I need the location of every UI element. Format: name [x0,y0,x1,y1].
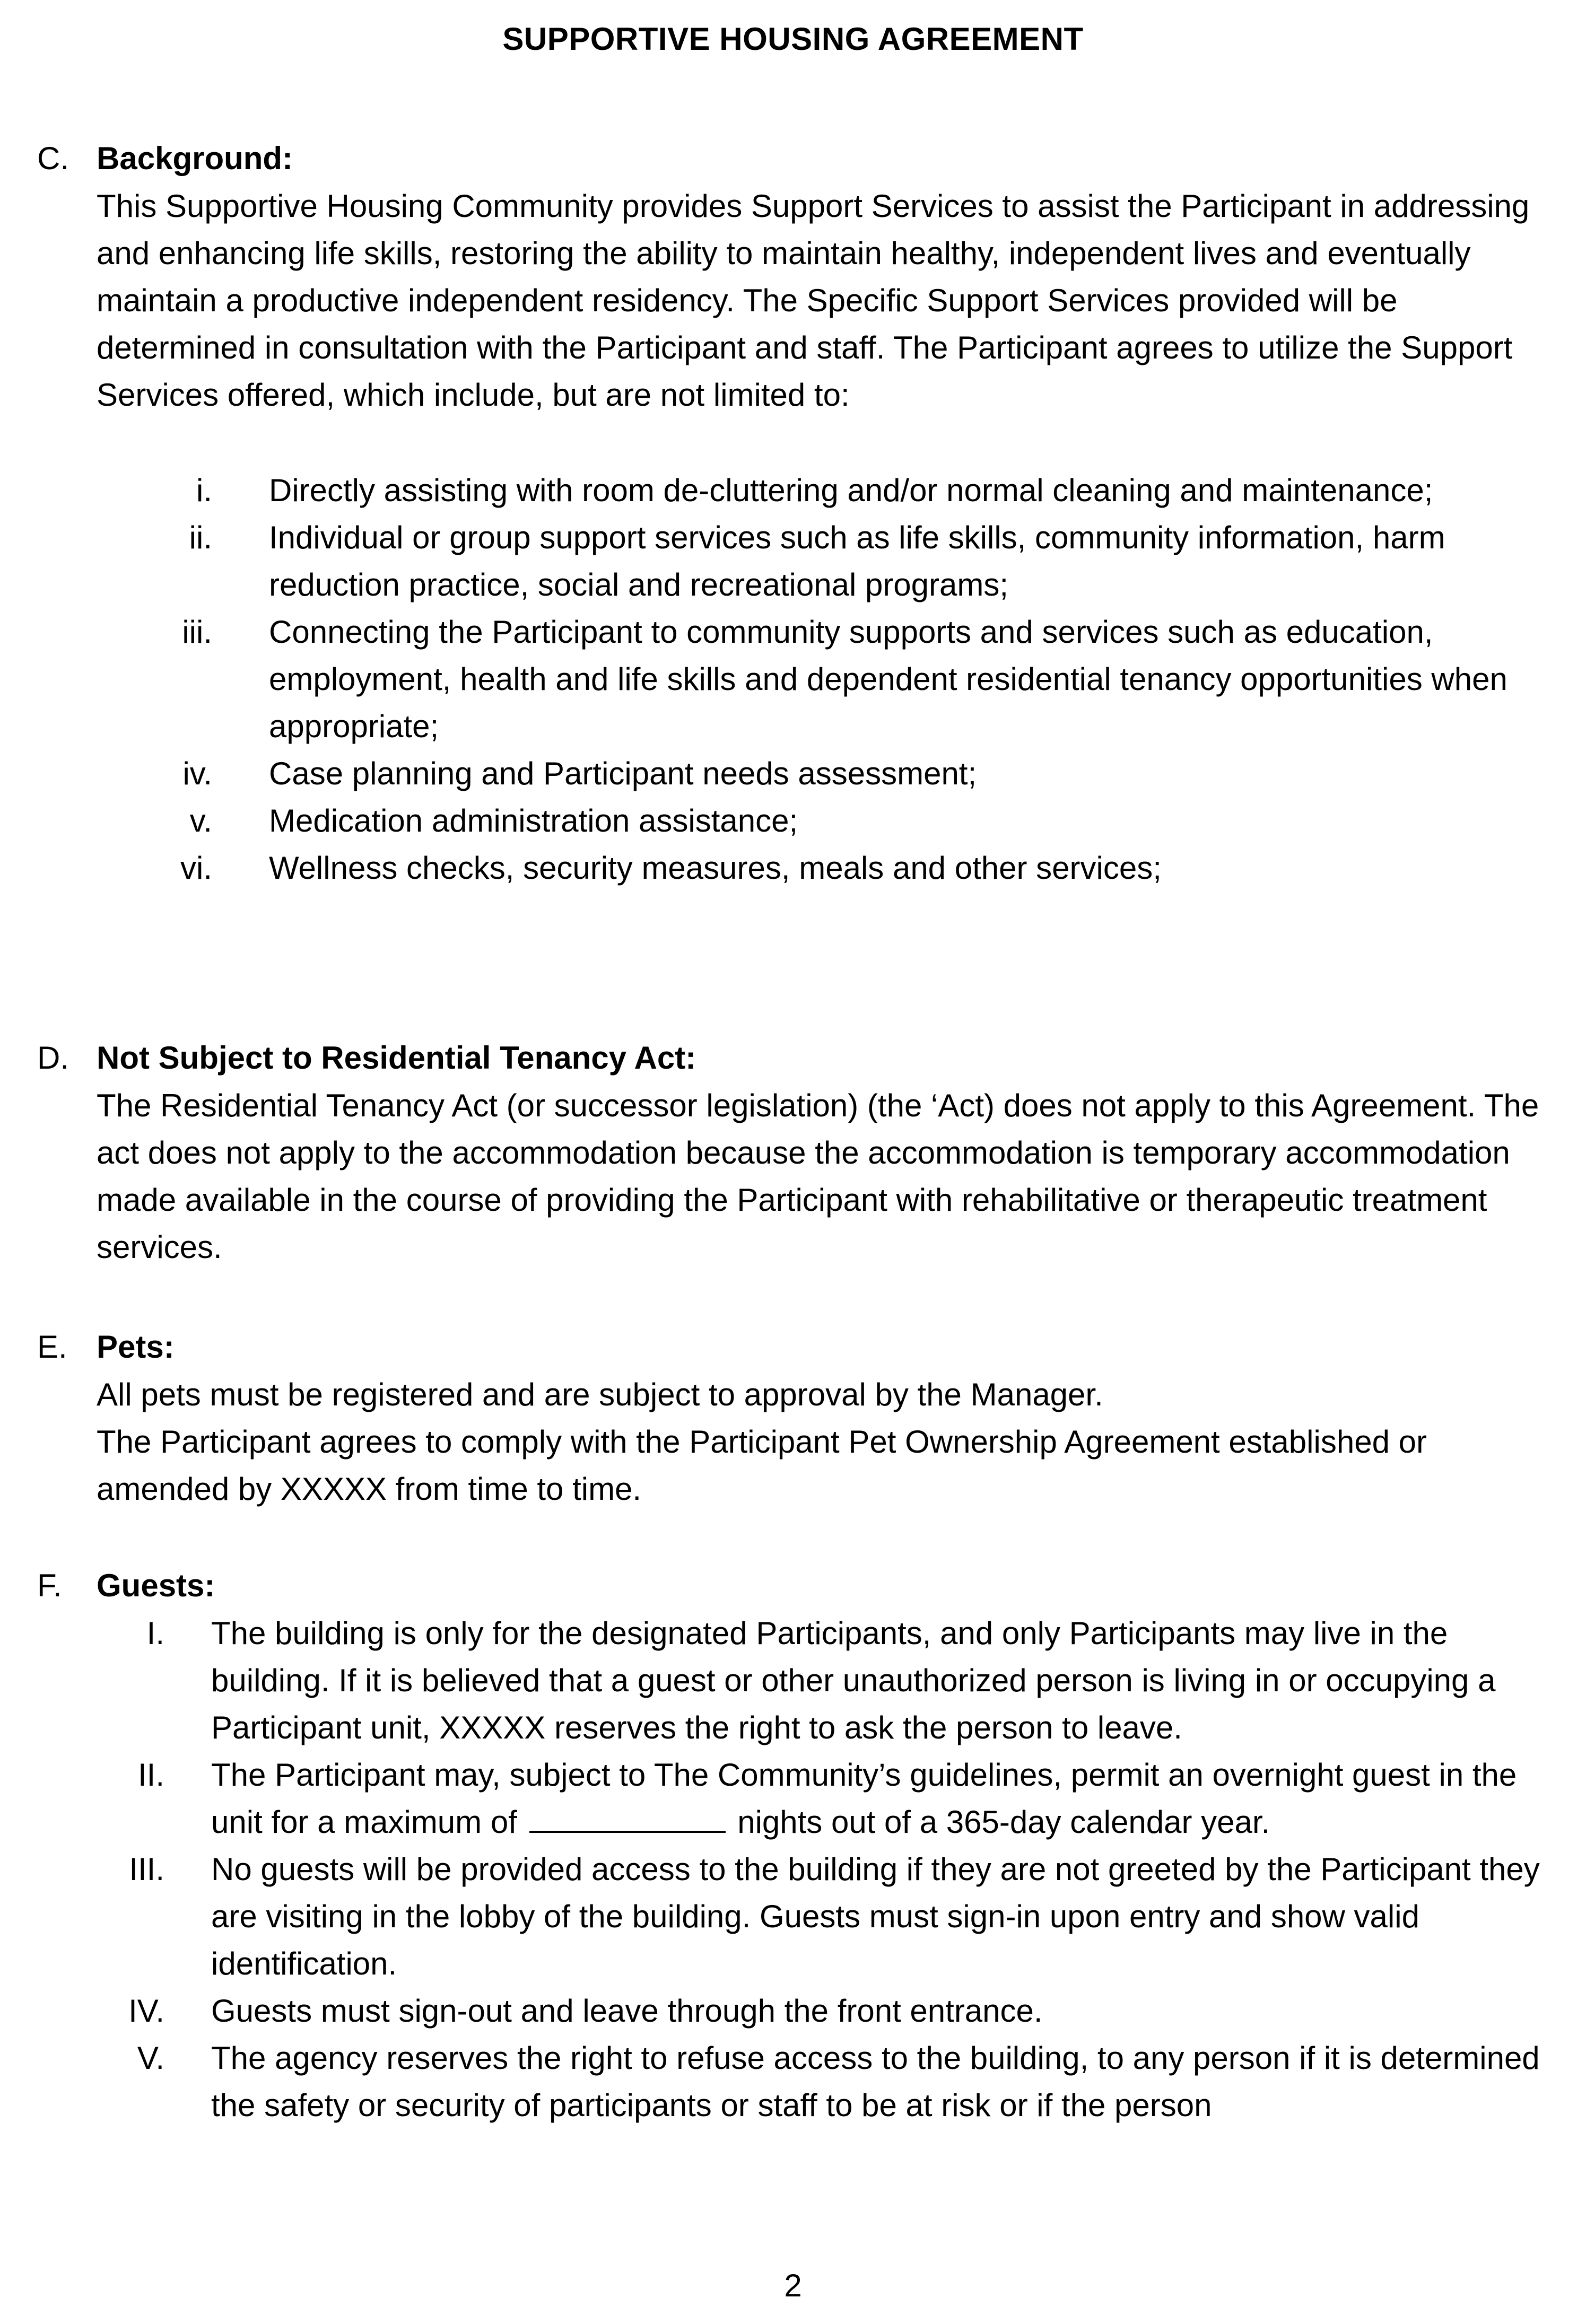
list-item-text: Case planning and Participant needs assessment; [269,756,977,791]
pets-approval-text: All pets must be registered and are subject to approval by the Manager. [97,1377,1103,1412]
section-letter: D. [37,1040,69,1076]
list-item-text: Guests must sign-out and leave through the front entrance. [211,1993,1043,2029]
page-number: 2 [784,2268,802,2303]
section-title: Not Subject to Residential Tenancy Act: [97,1040,696,1076]
max-nights-blank[interactable] [529,1801,726,1833]
section-background [32,135,1554,892]
list-numeral: vi. [180,850,212,886]
list-numeral: II. [137,1757,164,1793]
list-numeral: iv. [182,756,212,791]
list-numeral: V. [137,2040,164,2076]
list-numeral: iii. [182,614,212,650]
list-item [32,467,1554,514]
section-title: Background: [97,141,293,176]
list-item-text: Individual or group support services such as life skills, community information, harm reduction practice, social and recreational programs; [269,520,1445,602]
section-heading [32,1562,1554,1610]
list-numeral: ii. [189,520,212,555]
list-item-text [211,1751,1553,1846]
list-item [32,2034,1554,2129]
list-item [32,1610,1554,1751]
list-item [32,608,1554,750]
section-paragraph: This Supportive Housing Community provides Support Services to assist the Participant in addressing and enhancing life skills, restoring the ability to maintain healthy, independent lives and eventually maintain a productive independent residency. The Specific Support Services provided will be determined in consultation with the Participant and staff. The Participant agrees to utilize the Support Services offered, which include, but are not limited to: [97,188,1530,413]
list-item [32,1751,1554,1846]
list-item [32,514,1554,608]
pets-agreement-text: The Participant agrees to comply with the Participant Pet Ownership Agreement established or amended by XXXXX from time to time. [97,1424,1427,1507]
section-guests [32,1562,1554,2129]
section-heading [32,1323,1554,1371]
list-item [32,1987,1554,2034]
guest-limit-text-before: The Participant may, subject to The Community’s guidelines, permit an overnight guest in the unit for a maximum of [211,1757,1517,1840]
list-item-text: The agency reserves the right to refuse access to the building, to any person if it is determined the safety or security of participants or staff to be at risk or if the person [211,2040,1540,2123]
section-heading [32,135,1554,182]
list-item-text: The building is only for the designated Participants, and only Participants may live in the building. If it is believed that a guest or other unauthorized person is living in or occupying a Participant unit, XXXXX reserves the right to ask the person to leave. [211,1615,1496,1745]
list-item-text: Connecting the Participant to community supports and services such as education, employment, health and life skills and dependent residential tenancy opportunities when appropriate; [269,614,1507,744]
section-letter: F. [37,1568,62,1603]
list-item [32,1846,1554,1987]
list-item [32,750,1554,797]
list-item [32,844,1554,892]
list-item-text: Wellness checks, security measures, meals and other services; [269,850,1162,886]
section-title: Pets: [97,1329,175,1365]
list-numeral: i. [196,473,212,508]
list-numeral: v. [189,803,212,838]
support-services-list [32,467,1554,892]
list-item-text: No guests will be provided access to the building if they are not greeted by the Participant they are visiting in the lobby of the building. Guests must sign-in upon entry and show valid identification. [211,1851,1540,1981]
list-item-text: Medication administration assistance; [269,803,798,838]
list-numeral: I. [146,1615,164,1651]
section-tenancy-act [32,1034,1554,1271]
section-paragraph: The Residential Tenancy Act (or successor legislation) (the ‘Act) does not apply to this Agreement. The act does not apply to the accommodation because the accommodation is temporary accommodation made available in the course of providing the Participant with rehabilitative or therapeutic treatment services. [97,1088,1539,1265]
list-numeral: IV. [128,1993,164,2029]
section-title: Guests: [97,1568,215,1603]
section-letter: E. [37,1329,67,1365]
list-item-text: Directly assisting with room de-cluttering and/or normal cleaning and maintenance; [269,473,1433,508]
list-numeral: III. [129,1851,164,1887]
section-letter: C. [37,141,69,176]
section-pets [32,1323,1554,1513]
section-heading [32,1034,1554,1082]
guest-limit-text-after: nights out of a 365-day calendar year. [737,1804,1270,1840]
document-title: SUPPORTIVE HOUSING AGREEMENT [502,21,1084,57]
list-item [32,797,1554,844]
guest-rules-list [32,1610,1554,2129]
